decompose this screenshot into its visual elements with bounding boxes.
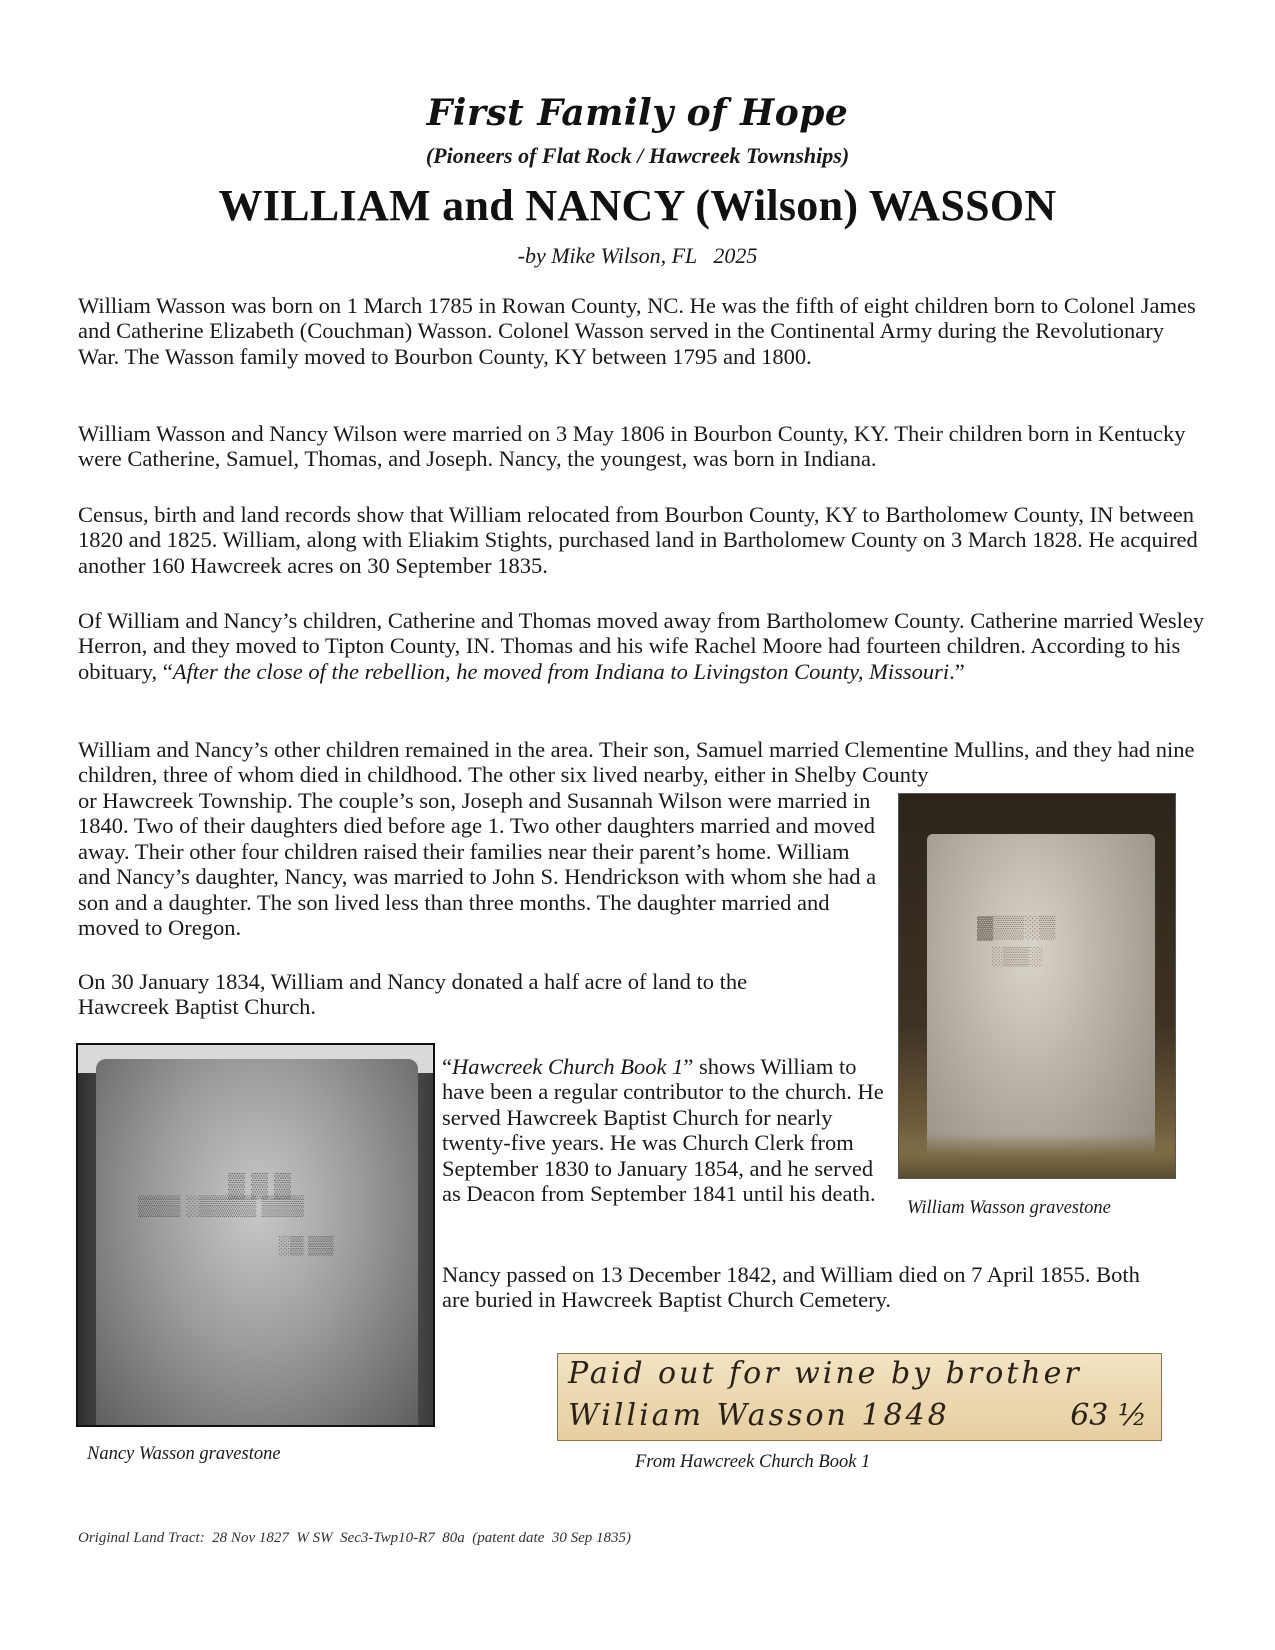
series-title: First Family of Hope <box>426 92 849 134</box>
paragraph-land-donation: On 30 January 1834, William and Nancy donated a half acre of land to the Hawcreek Baptist Church. <box>78 969 748 1020</box>
william-gravestone-caption: William Wasson gravestone <box>907 1198 1111 1218</box>
grass <box>899 1134 1175 1178</box>
p4-end: .” <box>949 658 965 684</box>
william-stone <box>927 834 1155 1174</box>
stone-engraving: ▓▒▒░▒ <box>977 914 1056 939</box>
ledger-line-2: William Wasson 1848 <box>568 1398 950 1433</box>
byline: -by Mike Wilson, FL 2025 <box>517 243 758 268</box>
nancy-gravestone-photo <box>76 1043 435 1427</box>
page-title: WILLIAM and NANCY (Wilson) WASSON <box>218 181 1057 230</box>
paragraph-land-records: Census, birth and land records show that William relocated from Bourbon County, KY to Bartholomew County, IN between 1820 and 1825. William, along with Eliakim Stights, purchased land in Bartholomew County on 3 March 1828. He acquired another 160 Hawcreek acres on 30 September 1835. <box>78 502 1198 578</box>
paragraph-marriage: William Wasson and Nancy Wilson were married on 3 May 1806 in Bourbon County, KY. Their children born in Kentucky were Catherine, Samuel, Thomas, and Joseph. Nancy, the youngest, was born in Indiana. <box>78 421 1186 472</box>
paragraph-birth: William Wasson was born on 1 March 1785 in Rowan County, NC. He was the fifth of eight children born to Colonel James and Catherine Elizabeth (Couchman) Wasson. Colonel Wasson served in the Continental Army during the Revolutionary War. The Wasson family moved to Bourbon County, KY between 1795 and 1800. <box>78 293 1196 369</box>
nancy-stone <box>96 1059 418 1427</box>
stone-engraving-2: ▒▒▒ ░▒▒▒▒ ▒▒▒ <box>138 1195 304 1217</box>
subtitle: (Pioneers of Flat Rock / Hawcreek Townships) <box>425 143 850 168</box>
paragraph-children-moved <box>78 608 1208 684</box>
footer-land-tract-note: Original Land Tract: 28 Nov 1827 W SW Sec3-Twp10-R7 80a (patent date 30 Sep 1835) <box>78 1530 632 1546</box>
nancy-gravestone-caption: Nancy Wasson gravestone <box>87 1444 281 1464</box>
stone-engraving-3: ░▒ ▒▒ <box>278 1235 334 1255</box>
church-book-caption: From Hawcreek Church Book 1 <box>635 1452 871 1472</box>
p7-text: ” shows William to have been a regular contributor to the church. He served Hawcreek Baptist Church for nearly twenty-five years. He was Church Clerk from September 1830 to January 1854, and he served as Deacon from September 1841 until his death. <box>442 1054 884 1207</box>
church-book-title: Hawcreek Church Book 1 <box>452 1054 684 1079</box>
ledger-line-1: Paid out for wine by brother <box>568 1356 1082 1391</box>
church-book-ledger-image <box>557 1353 1162 1441</box>
p7-open: “ <box>442 1054 452 1079</box>
paragraph-church-book <box>442 1054 890 1206</box>
obituary-quote: After the close of the rebellion, he moved from Indiana to Livingston County, Missouri <box>172 658 950 684</box>
paragraph-children-remained-cont: or Hawcreek Township. The couple’s son, Joseph and Susannah Wilson were married in 1840. Two of their daughters died before age 1. Two other daughters married and moved away. Their other four children raised their families near their parent’s home. William and Nancy’s daughter, Nancy, was married to John S. Hendrickson with whom she had a son and a daughter. The son lived less than three months. The daughter married and moved to Oregon. <box>78 788 877 941</box>
paragraph-deaths: Nancy passed on 13 December 1842, and William died on 7 April 1855. Both are buried in Hawcreek Baptist Church Cemetery. <box>442 1262 1140 1313</box>
william-gravestone-photo <box>898 793 1176 1179</box>
ledger-amount: 63 ½ <box>1070 1398 1147 1433</box>
stone-engraving: ▒ ▒ ▒ <box>228 1173 292 1199</box>
stone-engraving-2: ░▒▒░ <box>991 946 1043 966</box>
paragraph-children-remained: William and Nancy’s other children remained in the area. Their son, Samuel married Clementine Mullins, and they had nine children, three of whom died in childhood. The other six lived nearby, either in Shelby County <box>78 737 1195 788</box>
p4-text: Of William and Nancy’s children, Catherine and Thomas moved away from Bartholomew County. Catherine married Wesley Herron, and they moved to Tipton County, IN. Thomas and his wife Rachel Moore had fourteen children. According to his obituary, “ <box>78 608 1205 684</box>
